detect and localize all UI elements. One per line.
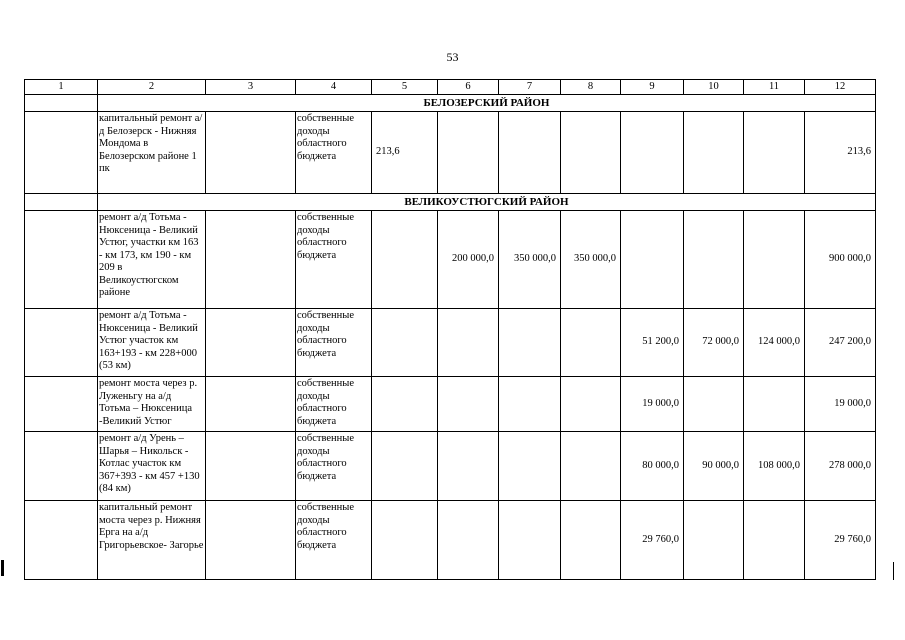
table-row — [25, 112, 876, 194]
source-cell: собственные доходы областного бюджета — [296, 501, 372, 580]
value-cell — [438, 501, 499, 580]
value-cell — [744, 211, 805, 309]
page-number: 53 — [446, 50, 459, 64]
source-cell: собственные доходы областного бюджета — [296, 377, 372, 432]
value-cell — [744, 501, 805, 580]
col-header-3: 3 — [206, 80, 296, 95]
source-cell: собственные доходы областного бюджета — [296, 211, 372, 309]
value-cell — [561, 309, 621, 377]
value-cell — [372, 377, 438, 432]
total-cell: 247 200,0 — [805, 309, 876, 377]
value-cell: 72 000,0 — [684, 309, 744, 377]
table-row — [25, 211, 876, 309]
value-cell — [561, 432, 621, 501]
value-cell — [499, 309, 561, 377]
value-cell: 350 000,0 — [561, 211, 621, 309]
object-cell: капитальный ремонт моста через р. Нижняя Ерга на а/д Григорьевское- Загорье — [98, 501, 206, 580]
column-number-row — [25, 80, 876, 95]
value-cell — [744, 377, 805, 432]
total-cell: 900 000,0 — [805, 211, 876, 309]
value-cell — [744, 112, 805, 194]
scan-mark-left — [1, 560, 4, 576]
value-cell: 200 000,0 — [438, 211, 499, 309]
col-header-2: 2 — [98, 80, 206, 95]
budget-table — [24, 79, 876, 580]
section-row — [25, 95, 876, 112]
value-cell: 80 000,0 — [621, 432, 684, 501]
value-cell — [684, 377, 744, 432]
object-cell: ремонт а/д Тотьма - Нюксеница - Великий Устюг, участки км 163 - км 173, км 190 - км 209 в Великоустюгском районе — [98, 211, 206, 309]
table-row — [25, 501, 876, 580]
value-cell: 213,6 — [372, 112, 438, 194]
total-cell: 213,6 — [805, 112, 876, 194]
object-cell: ремонт моста через р. Луженьгу на а/д Тотьма – Нюксеница -Великий Устюг — [98, 377, 206, 432]
section-title: ВЕЛИКОУСТЮГСКИЙ РАЙОН — [98, 194, 876, 211]
value-cell — [438, 309, 499, 377]
value-cell — [621, 211, 684, 309]
value-cell — [621, 112, 684, 194]
table-row — [25, 432, 876, 501]
col-header-1: 1 — [25, 80, 98, 95]
scan-mark-right — [893, 562, 894, 580]
value-cell: 108 000,0 — [744, 432, 805, 501]
section-title: БЕЛОЗЕРСКИЙ РАЙОН — [98, 95, 876, 112]
value-cell — [438, 432, 499, 501]
total-cell: 19 000,0 — [805, 377, 876, 432]
object-cell: капитальный ремонт а/д Белозерск - Нижняя Мондома в Белозерском районе 1 пк — [98, 112, 206, 194]
value-cell — [499, 377, 561, 432]
value-cell — [372, 211, 438, 309]
value-cell — [438, 112, 499, 194]
col-header-12: 12 — [805, 80, 876, 95]
source-cell: собственные доходы областного бюджета — [296, 112, 372, 194]
value-cell — [561, 501, 621, 580]
source-cell: собственные доходы областного бюджета — [296, 309, 372, 377]
value-cell: 51 200,0 — [621, 309, 684, 377]
section-row — [25, 194, 876, 211]
col-header-9: 9 — [621, 80, 684, 95]
value-cell — [561, 112, 621, 194]
value-cell — [684, 112, 744, 194]
value-cell — [372, 309, 438, 377]
source-cell: собственные доходы областного бюджета — [296, 432, 372, 501]
value-cell: 19 000,0 — [621, 377, 684, 432]
col-header-5: 5 — [372, 80, 438, 95]
value-cell: 90 000,0 — [684, 432, 744, 501]
col-header-8: 8 — [561, 80, 621, 95]
value-cell — [499, 432, 561, 501]
table-row — [25, 309, 876, 377]
value-cell: 124 000,0 — [744, 309, 805, 377]
value-cell — [499, 112, 561, 194]
value-cell — [684, 501, 744, 580]
value-cell — [372, 501, 438, 580]
value-cell: 350 000,0 — [499, 211, 561, 309]
col-header-6: 6 — [438, 80, 499, 95]
table-row — [25, 377, 876, 432]
value-cell — [372, 432, 438, 501]
object-cell: ремонт а/д Тотьма - Нюксеница - Великий Устюг участок км 163+193 - км 228+000 (53 км) — [98, 309, 206, 377]
col-header-4: 4 — [296, 80, 372, 95]
value-cell — [438, 377, 499, 432]
value-cell — [561, 377, 621, 432]
value-cell: 29 760,0 — [621, 501, 684, 580]
value-cell — [684, 211, 744, 309]
col-header-7: 7 — [499, 80, 561, 95]
value-cell — [499, 501, 561, 580]
col-header-11: 11 — [744, 80, 805, 95]
object-cell: ремонт а/д Урень – Шарья – Никольск - Котлас участок км 367+393 - км 457 +130 (84 км) — [98, 432, 206, 501]
col-header-10: 10 — [684, 80, 744, 95]
total-cell: 29 760,0 — [805, 501, 876, 580]
total-cell: 278 000,0 — [805, 432, 876, 501]
